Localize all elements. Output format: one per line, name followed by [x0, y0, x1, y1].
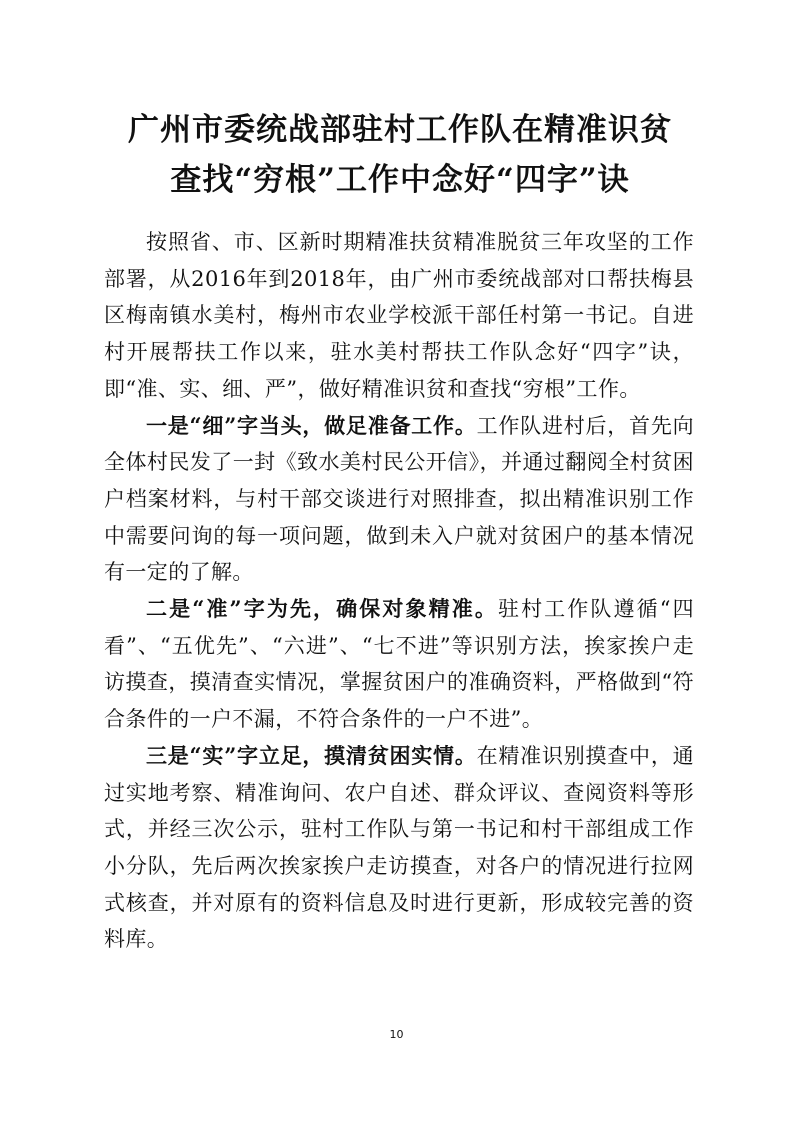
title-line-1: 广州市委统战部驻村工作队在精准识贫: [128, 112, 672, 148]
paragraph-point-3: [104, 738, 694, 958]
paragraph-text: 驻村工作队遵循“四看”、“五优先”、“六进”、“七不进”等识别方法，挨家挨户走访摸查，摸清查实情况，掌握贫困户的准确资料，严格做到“符合条件的一户不漏，不符合条件的一户不进”。: [104, 597, 694, 732]
paragraph-lead: 三是“实”字立足，摸清贫困实情。: [146, 742, 477, 768]
paragraph-text: 在精准识别摸查中，通过实地考察、精准询问、农户自述、群众评议、查阅资料等形式，并经三次公示，驻村工作队与第一书记和村干部组成工作小分队，先后两次挨家挨户走访摸查，对各户的情况进行拉网式核查，并对原有的资料信息及时进行更新，形成较完善的资料库。: [104, 743, 695, 952]
paragraph-text: 工作队进村后，首先向全体村民发了一封《致水美村民公开信》，并通过翻阅全村贫困户档案材料，与村干部交谈进行对照排查，拟出精准识别工作中需要问询的每一项问题，做到未入户就对贫困户的基本情况有一定的了解。: [104, 413, 695, 585]
page-number: 10: [389, 1028, 404, 1041]
paragraph-intro: [104, 224, 694, 408]
title-line-2: 查找“穷根”工作中念好“四字”诀: [170, 162, 630, 198]
paragraph-point-2: [104, 591, 694, 738]
document-body: [104, 224, 694, 958]
paragraph-point-1: [104, 408, 694, 592]
paragraph-text: 按照省、市、区新时期精准扶贫精准脱贫三年攻坚的工作部署，从2016年到2018年，由广州市委统战部对口帮扶梅县区梅南镇水美村，梅州市农业学校派干部任村第一书记。自进村开展帮扶工作以来，驻水美村帮扶工作队念好“四字”诀，即“准、实、细、严”，做好精准识贫和查找“穷根”工作。: [104, 230, 694, 401]
paragraph-lead: 一是“细”字当头，做足准备工作。: [146, 412, 477, 438]
paragraph-lead: 二是“准”字为先，确保对象精准。: [146, 596, 498, 622]
